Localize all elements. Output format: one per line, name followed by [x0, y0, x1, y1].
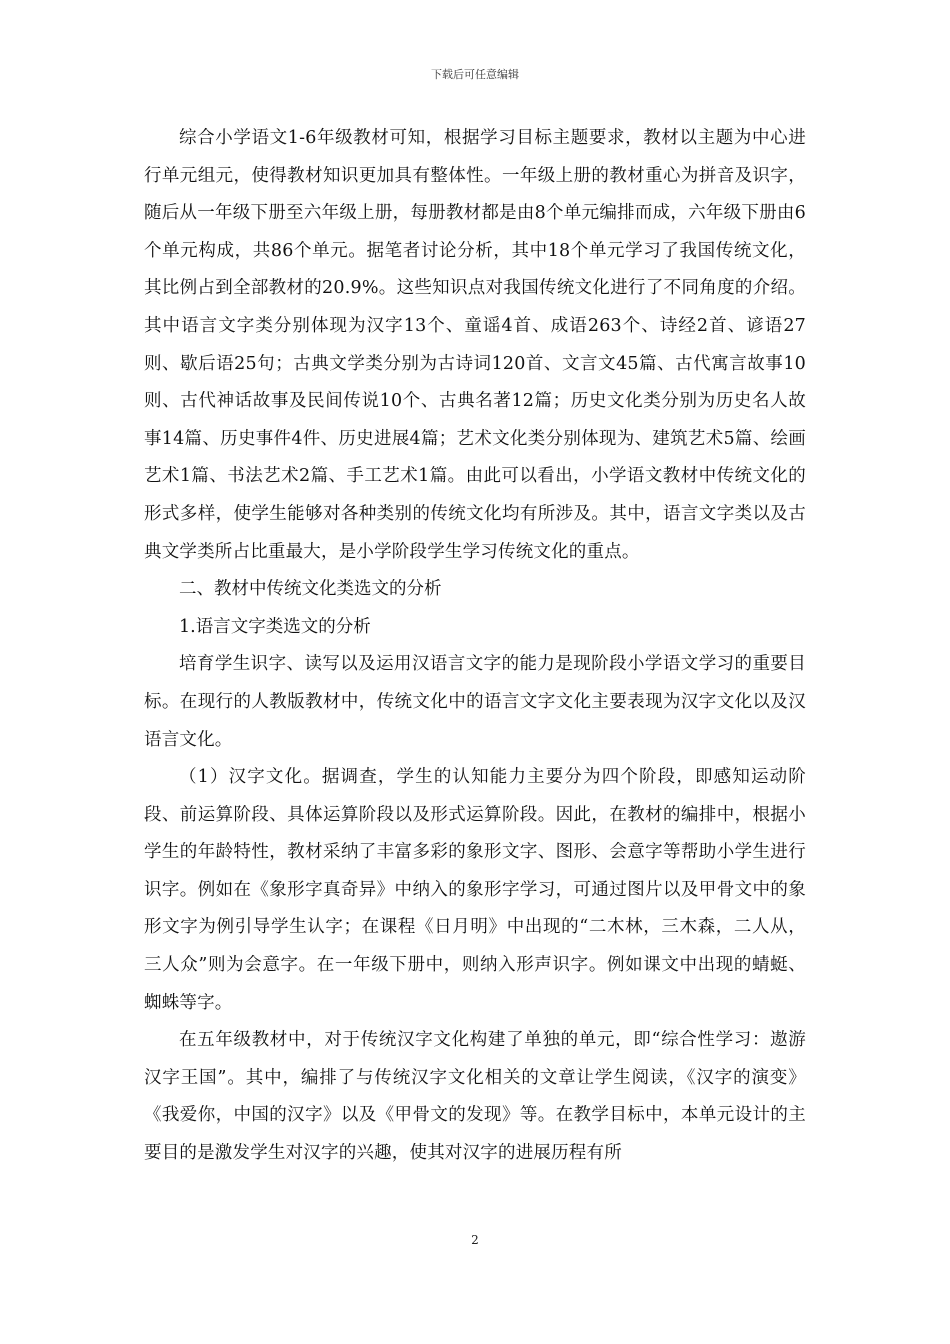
- section-heading: 二、教材中传统文化类选文的分析: [179, 579, 442, 600]
- body-paragraph: 培育学生识字、读写以及运用汉语言文字的能力是现阶段小学语文学习的重要目标。在现行的人教版教材中，传统文化中的语言文字文化主要表现为汉字文化以及汉语言文化。: [144, 654, 806, 750]
- body-paragraph: （1）汉字文化。据调查，学生的认知能力主要分为四个阶段，即感知运动阶段、前运算阶段、具体运算阶段以及形式运算阶段。因此，在教材的编排中，根据小学生的年龄特性，教材采纳了丰富多彩的象形文字、图形、会意字等帮助小学生进行识字。例如在《象形字真奇异》中纳入的象形字学习，可通过图片以及甲骨文中的象形文字为例引导学生认字；在课程《日月明》中出现的“二木林，三木森，二人从，三人众”则为会意字。在一年级下册中，则纳入形声识字。例如课文中出现的蜻蜓、蜘蛛等字。: [144, 767, 806, 1013]
- body-paragraph: 综合小学语文1-6年级教材可知，根据学习目标主题要求，教材以主题为中心进行单元组元，使得教材知识更加具有整体性。一年级上册的教材重心为拼音及识字，随后从一年级下册至六年级上册，每册教材都是由8个单元编排而成，六年级下册由6个单元构成，共86个单元。据笔者讨论分析，其中18个单元学习了我国传统文化，其比例占到全部教材的20.9%。这些知识点对我国传统文化进行了不同角度的介绍。其中语言文字类分别体现为汉字13个、童谣4首、成语263个、诗经2首、谚语27则、歇后语25句；古典文学类分别为古诗词120首、文言文45篇、古代寓言故事10则、古代神话故事及民间传说10个、古典名著12篇；历史文化类分别为历史名人故事14篇、历史事件4件、历史进展4篇；艺术文化类分别体现为、建筑艺术5篇、绘画艺术1篇、书法艺术2篇、手工艺术1篇。由此可以看出，小学语文教材中传统文化的形式多样，使学生能够对各种类别的传统文化均有所涉及。其中，语言文字类以及古典文学类所占比重最大，是小学阶段学生学习传统文化的重点。: [144, 128, 806, 562]
- body-paragraph: 在五年级教材中，对于传统汉字文化构建了单独的单元，即“综合性学习：遨游汉字王国”。其中，编排了与传统汉字文化相关的文章让学生阅读，《汉字的演变》《我爱你，中国的汉字》以及《甲骨文的发现》等。在教学目标中，本单元设计的主要目的是激发学生对汉字的兴趣，使其对汉字的进展历程有所: [144, 1030, 806, 1164]
- document-body: [144, 120, 806, 1173]
- page-number: 2: [471, 1233, 479, 1247]
- subsection-heading: 1.语言文字类选文的分析: [179, 616, 371, 637]
- page-header: 下载后可任意编辑: [431, 68, 519, 81]
